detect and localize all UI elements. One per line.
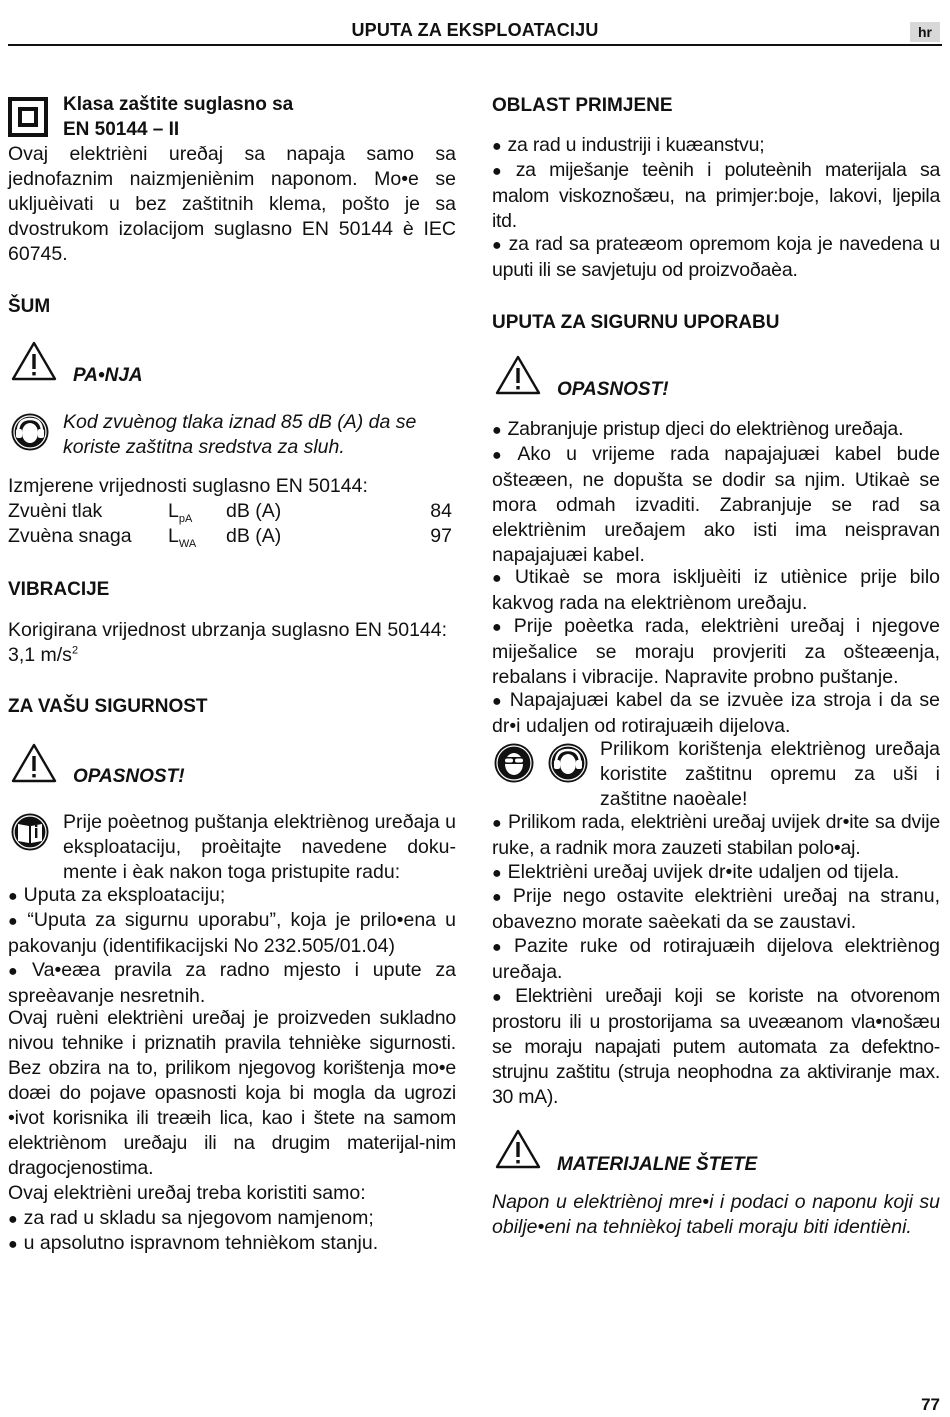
page-header-title: UPUTA ZA EKSPLOATACIJU	[351, 20, 599, 40]
caution-icon	[494, 1128, 542, 1170]
list-item: ● Pazite ruke od rotirajuæih dijelova elektriènog ureðaja.	[492, 934, 940, 985]
material-text: Napon u elektriènoj mre•i i podaci o naponu koji su obilje•eni na tehnièkoj tabeli moraju biti identièni.	[492, 1191, 940, 1238]
safety-warning-label: OPASNOST!	[73, 766, 185, 787]
noise-warning-label: PA•NJA	[73, 365, 143, 386]
list-item: ● Prije poèetka rada, elektrièni ureðaj i njegove miješalice se moraju provjeriti za ošteæenja, rebalans i vibracije. Napravite probno puštanje.	[492, 614, 940, 690]
list-item: ● za miješanje teènih i poluteènih materijala sa malom viskoznošæu, na primjer:boje, lakovi, ljepila itd.	[492, 158, 940, 234]
language-badge: hr	[910, 22, 940, 42]
manual-text: Prije poèetnog puštanja elektriènog ureðaja u eksploataciju, proèitajte navedene doku-mente i èak nakon toga pristupite radu:	[63, 811, 456, 883]
class-text: Ovaj elektrièni ureðaj sa napaja samo sa jednofaznim naizmjeniènim naponom. Mo•e se ukljuèivati u bez zaštitnih klema, pošto je sa dvostrukom izolacijom suglasno EN 50144 è IEC 60745.	[8, 143, 456, 265]
list-item: ● Ako u vrijeme rada napajajuæi kabel bude ošteæen, ne dopušta se dodir sa njim. Utikaè se mora odmah izvaditi. Zabranjuje se rad sa elektriènim ureðajem ako isti ima neispravan napajajuæi kabel.	[492, 442, 940, 568]
list-item: ● Prije nego ostavite elektrièni ureðaj na stranu, obavezno morate saèekati da se zaustavi.	[492, 884, 940, 935]
measurement-unit: dB (A)	[226, 525, 282, 547]
ear-protection-icon	[546, 742, 590, 784]
measurement-label: Zvuèna snaga	[8, 525, 132, 547]
class-heading-line1: Klasa zaštite suglasno sa	[63, 94, 294, 115]
vibration-text: Korigirana vrijednost ubrzanja suglasno EN 50144:	[8, 619, 448, 641]
list-item: ● Va•eæa pravila za radno mjesto i upute za spreèavanje nesretnih.	[8, 958, 456, 1009]
material-warning-label: MATERIJALNE ŠTETE	[557, 1154, 758, 1175]
vibration-value	[8, 643, 78, 668]
vibration-value-number: 3,1 m/s	[8, 644, 72, 666]
read-manual-icon	[10, 812, 50, 852]
list-item: ● Utikaè se mora iskljuèiti iz utiènice prije bilo kakvog rada na elektriènom ureðaju.	[492, 565, 940, 616]
noise-heading: ŠUM	[8, 296, 51, 317]
measurement-value: 97	[430, 525, 452, 547]
list-item: ● za rad u skladu sa njegovom namjenom;	[8, 1206, 456, 1232]
warning-icon	[10, 742, 58, 784]
class-heading-line2: EN 50144 – II	[63, 119, 180, 140]
goggles-icon	[492, 742, 536, 784]
danger-warning-label: OPASNOST!	[557, 379, 669, 400]
list-item: ● za rad u industriji i kuæanstvu;	[492, 133, 940, 159]
safety-heading: ZA VAŠU SIGURNOST	[8, 696, 208, 717]
list-item: ● Prilikom rada, elektrièni ureðaj uvijek dr•ite sa dvije ruke, a radnik mora zauzeti stabilan polo•aj.	[492, 810, 940, 861]
list-item: ● Napajajuæi kabel da se izvuèe iza stroja i da se dr•i udaljen od rotirajuæih dijelova.	[492, 688, 940, 739]
measurement-subscript: WA	[178, 537, 197, 550]
list-item: ● Zabranjuje pristup djeci do elektriènog ureðaja.	[492, 417, 940, 443]
list-item: ● u apsolutno ispravnom tehnièkom stanju.	[8, 1231, 456, 1257]
built-text: Ovaj ruèni elektrièni ureðaj je proizveden sukladno nivou tehnike i priznatih pravila tehnièke sigurnosti. Bez obzira na to, prilikom njegovog korištenja mo•e doæi do pojave opasnosti koja bi mogla da ugrozi •ivot korisnika ili treæih lica, kao i štete na samom elektriènom ureðaju ili na drugim materijal-nim dragocjenostima.	[8, 1007, 456, 1179]
list-item: ● “Uputa za sigurnu uporabu”, koja je prilo•ena u pakovanju (identifikacijski No 232.505/01.04)	[8, 908, 456, 959]
measurement-label: Zvuèni tlak	[8, 500, 103, 522]
measured-intro: Izmjerene vrijednosti suglasno EN 50144:	[8, 475, 368, 497]
list-item: ● za rad sa prateæom opremom koja je navedena u uputi ili se savjetuju od proizvoðaèa.	[492, 232, 940, 283]
noise-ear-text: Kod zvuènog tlaka iznad 85 dB (A) da se koriste zaštitna sredstva za sluh.	[63, 411, 417, 458]
list-item: ● Uputa za eksploataciju;	[8, 883, 456, 909]
list-item: ● Elektrièni ureðaji koji se koriste na otvorenom prostoru ili u prostorijama sa uveæanom vla•nošæu se moraju napajati putem automata za defektno-strujnu zaštitu (struja neophodna za aktiviranje max. 30 mA).	[492, 984, 940, 1110]
vibration-exponent: 2	[71, 644, 79, 657]
measurement-value: 84	[430, 500, 452, 522]
ear-protection-icon	[10, 412, 50, 452]
page-number: 77	[921, 1395, 940, 1414]
double-insulation-icon	[8, 97, 48, 137]
header-divider	[8, 44, 942, 46]
measurement-subscript: pA	[178, 512, 193, 525]
warning-icon	[10, 340, 58, 382]
scope-heading: OBLAST PRIMJENE	[492, 95, 673, 116]
list-item: ● Elektrièni ureðaj uvijek dr•ite udaljen od tijela.	[492, 860, 940, 886]
vibration-heading: VIBRACIJE	[8, 579, 110, 600]
protective-equipment-text: Prilikom korištenja elektriènog ureðaja koristite zaštitnu opremu za uši i zaštitne naoèale!	[600, 738, 940, 810]
measurement-symbol: L	[168, 500, 179, 522]
measurement-unit: dB (A)	[226, 500, 282, 522]
use-only-text: Ovaj elektrièni ureðaj treba koristiti samo:	[8, 1182, 366, 1204]
warning-icon	[494, 354, 542, 396]
safe-use-heading: UPUTA ZA SIGURNU UPORABU	[492, 312, 780, 333]
measurement-symbol: L	[168, 525, 179, 547]
